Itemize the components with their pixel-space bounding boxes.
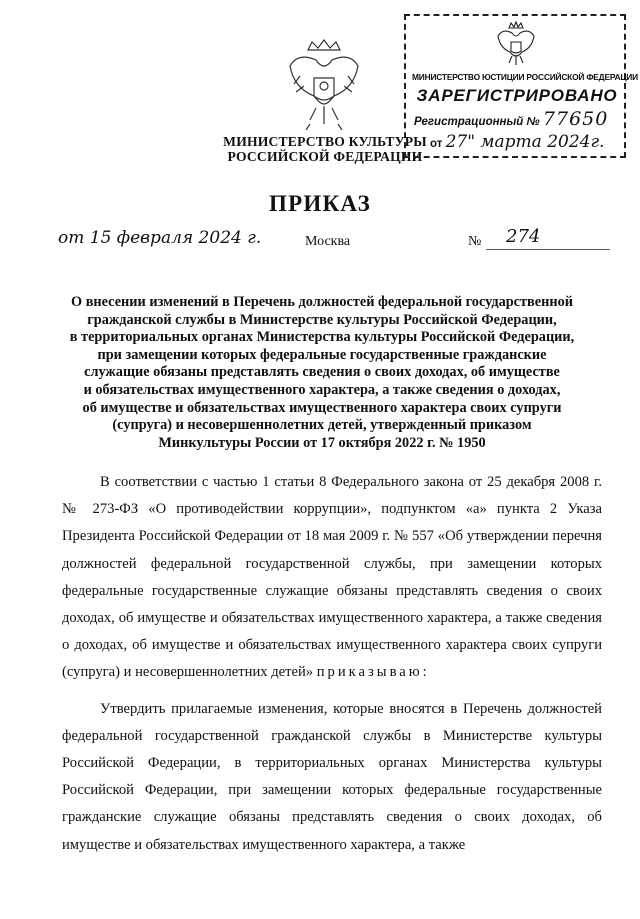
heading-line: об имуществе и обязательствах имущественного характера своих супруги (82, 399, 562, 416)
heading-line: и обязательствах имущественного характера, а также сведения о доходах, (83, 381, 561, 398)
ministry-line2: РОССИЙСКОЙ ФЕДЕРАЦИИ (227, 149, 423, 164)
stamp-date-row (430, 132, 604, 152)
stamp-registered: ЗАРЕГИСТРИРОВАНО (416, 86, 618, 105)
heading-line: служащие обязаны представлять сведения о своих доходах, об имуществе (84, 364, 560, 381)
order-heading (52, 294, 592, 452)
stamp-regnum-row (414, 108, 608, 130)
heading-line: при замещении которых федеральные государственные гражданские (97, 346, 547, 363)
stamp-regnum-label: Регистрационный № (414, 116, 540, 128)
order-number-underline (486, 249, 610, 250)
heading-line: в территориальных органах Министерства культуры Российской Федерации, (69, 329, 575, 346)
coat-of-arms-icon (280, 36, 368, 136)
order-number-label: № (468, 234, 482, 249)
ministry-line1: МИНИСТЕРСТВО КУЛЬТУРЫ (223, 134, 427, 149)
order-number: 274 (506, 226, 541, 247)
order-date: от 15 февраля 2024 г. (58, 228, 262, 248)
order-verb: приказываю: (316, 664, 430, 681)
stamp-date-label: от (430, 138, 443, 150)
body-paragraph-2: Утвердить прилагаемые изменения, которые вносятся в Перечень должностей федеральной государственной гражданской службы в Министерстве культуры Российской Федерации, в территориальных органах Министерства культуры Российской Федерации, при замещении которых федеральные государственные гражданские служащие обязаны представлять сведения о своих доходах, об имуществе и обязательствах имущественного характера, а также (62, 700, 602, 853)
registration-stamp (404, 14, 638, 158)
heading-line: Минкультуры России от 17 октября 2022 г. № 1950 (158, 434, 486, 451)
stamp-ministry: МИНИСТЕРСТВО ЮСТИЦИИ РОССИЙСКОЙ ФЕДЕРАЦИИ (412, 72, 638, 82)
heading-line: (супруга) и несовершеннолетних детей, утвержденный приказом (112, 417, 532, 434)
stamp-regnum: 77650 (542, 108, 609, 130)
stamp-date: 27" марта 2024г. (445, 132, 605, 152)
heading-line: гражданской службы в Министерстве культуры Российской Федерации, (87, 311, 557, 328)
body-paragraph-1-text: В соответствии с частью 1 статьи 8 Федерального закона от 25 декабря 2008 г. № 273-ФЗ «О противодействии коррупции», подпунктом «а» пункта 2 Указа Президента Российской Федерации от 18 мая 2009 г. № 557 «Об утверждении перечня должностей федеральной государственной службы, при замещении которых федеральные государственные служащие обязаны представлять сведения о своих доходах, об имуществе и обязательствах имущественного характера, а также сведения о доходах, об имуществе и обязательствах имущественного характера своих супруги (супруга) и несовершеннолетних детей» (62, 474, 602, 681)
coat-of-arms-icon (494, 20, 538, 68)
order-body (62, 469, 602, 859)
order-city: Москва (305, 234, 351, 249)
document-title: ПРИКАЗ (269, 191, 371, 216)
heading-line: О внесении изменений в Перечень должностей федеральной государственной (71, 294, 573, 310)
body-paragraph-1 (62, 469, 602, 687)
